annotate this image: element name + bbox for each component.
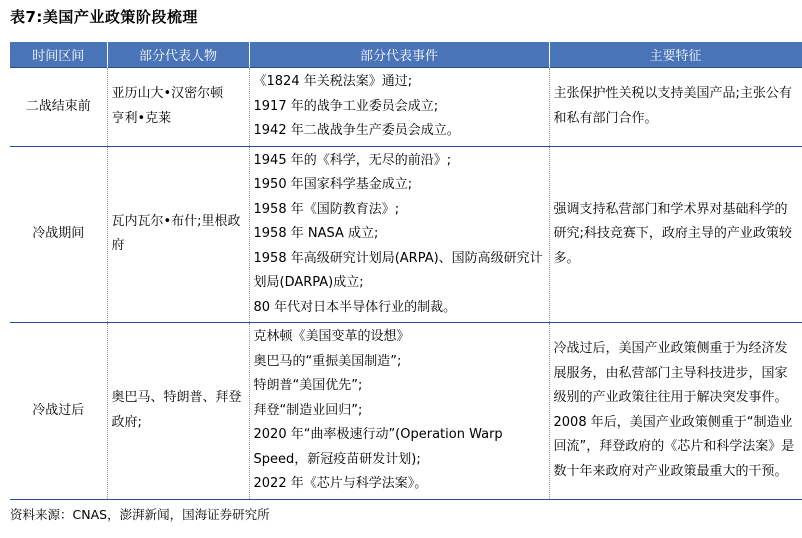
people-cell: 瓦内瓦尔•布什;里根政府 [107, 146, 249, 323]
event-item: 2022 年《芯片与科学法案》。 [253, 476, 428, 491]
events-cell [249, 146, 549, 323]
event-item: 1950 年国家科学基金成立; [253, 177, 413, 192]
table-row [10, 68, 802, 147]
event-item: 1917 年的战争工业委员会成立; [253, 98, 439, 114]
event-item: 拜登“制造业回归”; [253, 402, 363, 418]
policy-table [10, 42, 802, 500]
period-cell: 冷战过后 [32, 402, 85, 418]
event-item: 特朗普“美国优先”; [253, 378, 363, 393]
event-item: 1945 年的《科学，无尽的前沿》; [253, 152, 452, 168]
people-text: 亨利•克莱 [111, 110, 172, 126]
period-cell: 二战结束前 [25, 98, 91, 114]
events-cell [249, 68, 549, 147]
features-cell: 强调支持私营部门和学术界对基础科学的研究;科技竞赛下，政府主导的产业政策较多。 [549, 146, 802, 323]
header-events: 部分代表事件 [249, 42, 549, 68]
event-item: 克林顿《美国变革的设想》 [253, 329, 410, 344]
table-title: 表7:美国产业政策阶段梳理 [10, 8, 198, 26]
people-cell [107, 68, 249, 147]
people-text: 亚历山大•汉密尔顿 [111, 86, 224, 102]
event-item: 1958 年高级研究计划局(ARPA)、国防高级研究计划局(DARPA)成立; [253, 250, 543, 290]
features-cell: 主张保护性关税以支持美国产品;主张公有和私有部门合作。 [549, 68, 802, 147]
features-cell: 冷战过后，美国产业政策侧重于为经济发展服务，由私营部门主导科技进步，国家级别的产业政策往往用于解决突发事件。2008 年后，美国产业政策侧重于“制造业回流”，拜登政府的《芯片和科学法案》是数十年来政府对产业政策最重大的干预。 [549, 323, 802, 500]
header-row [10, 42, 802, 68]
event-item: 奥巴马的“重振美国制造”; [253, 353, 402, 369]
header-period: 时间区间 [10, 42, 107, 68]
event-item: 1958 年《国防教育法》; [253, 201, 400, 217]
period-cell: 冷战期间 [32, 226, 85, 241]
event-item: 80 年代对日本半导体行业的制裁。 [253, 299, 457, 315]
event-item: 1958 年 NASA 成立; [253, 226, 379, 241]
header-features: 主要特征 [549, 42, 802, 68]
people-cell: 奥巴马、特朗普、拜登政府; [107, 323, 249, 500]
event-item: 2020 年“曲率极速行动”(Operation Warp Speed，新冠疫苗研发计划); [253, 427, 503, 467]
events-cell [249, 323, 549, 500]
table-row [10, 323, 802, 500]
event-item: 《1824 年关税法案》通过; [253, 74, 413, 89]
source-note: 资料来源：CNAS，澎湃新闻，国海证券研究所 [10, 507, 270, 522]
table-row [10, 146, 802, 323]
header-people: 部分代表人物 [107, 42, 249, 68]
event-item: 1942 年二战战争生产委员会成立。 [253, 123, 460, 138]
